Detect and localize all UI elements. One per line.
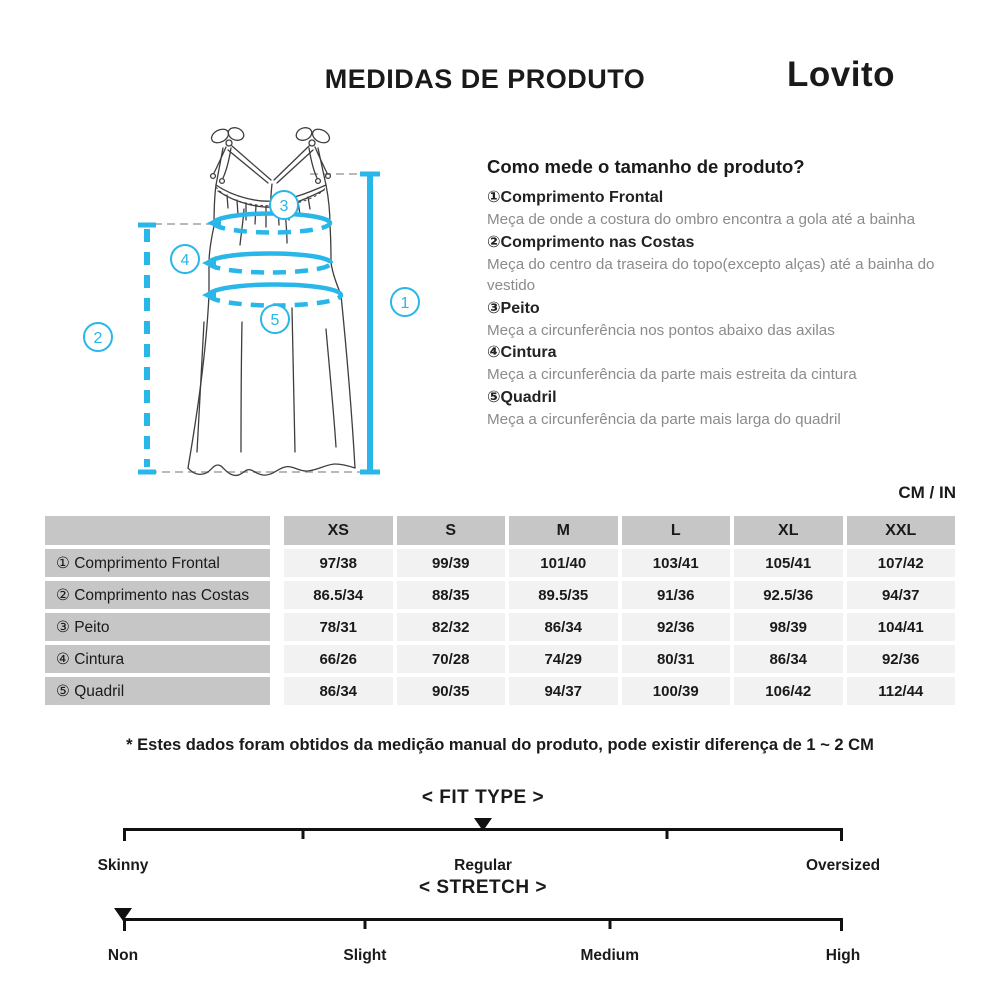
- size-value: 112/44: [847, 677, 956, 705]
- row-label: ⑤ Quadril: [45, 677, 270, 705]
- scale-track: [123, 828, 843, 844]
- svg-text:5: 5: [270, 312, 280, 329]
- size-value: 92.5/36: [734, 581, 843, 609]
- scale-tick: [608, 918, 611, 929]
- scale-tick: [363, 918, 366, 929]
- instruction-label: ①Comprimento Frontal: [487, 189, 664, 206]
- size-value: 104/41: [847, 613, 956, 641]
- size-value: 98/39: [734, 613, 843, 641]
- size-value: 97/38: [284, 549, 393, 577]
- size-value: 91/36: [622, 581, 731, 609]
- size-value: 94/37: [847, 581, 956, 609]
- instruction-list: [487, 187, 965, 430]
- table-row: [45, 581, 955, 609]
- scale-line: [123, 918, 843, 921]
- size-col-header: L: [622, 516, 731, 545]
- table-header-row: [45, 516, 955, 545]
- unit-label: CM / IN: [898, 483, 956, 502]
- size-value: 66/26: [284, 645, 393, 673]
- size-value: 94/37: [509, 677, 618, 705]
- size-value: 92/36: [622, 613, 731, 641]
- size-value: 106/42: [734, 677, 843, 705]
- measure-line-back: [138, 225, 156, 472]
- scale-marker-icon: [474, 818, 492, 831]
- girth-ellipses: [209, 214, 341, 306]
- scale-tick: [840, 918, 843, 931]
- scale-title: < STRETCH >: [419, 877, 547, 898]
- size-col-header: S: [397, 516, 506, 545]
- scale-label: Slight: [343, 947, 387, 964]
- size-value: 86/34: [509, 613, 618, 641]
- row-label: ④ Cintura: [45, 645, 270, 673]
- row-label: ① Comprimento Frontal: [45, 549, 270, 577]
- size-value: 70/28: [397, 645, 506, 673]
- instruction-label: ⑤Quadril: [487, 388, 557, 406]
- instruction-description: Meça de onde a costura do ombro encontra a gola até a bainha: [487, 211, 916, 228]
- size-table: [45, 516, 955, 709]
- scale-title: < FIT TYPE >: [421, 787, 545, 808]
- size-value: 78/31: [284, 613, 393, 641]
- svg-text:4: 4: [180, 252, 190, 269]
- scale-label: Oversized: [805, 857, 881, 874]
- instruction-item: [487, 298, 965, 342]
- size-value: 80/31: [622, 645, 731, 673]
- row-label: ② Comprimento nas Costas: [45, 581, 270, 609]
- instruction-description: Meça a circunferência da parte mais larga do quadril: [487, 410, 841, 428]
- callout-4: [171, 245, 199, 273]
- scale-label: Non: [107, 947, 139, 964]
- brand-logo: Lovito: [787, 55, 895, 94]
- size-value: 86/34: [734, 645, 843, 673]
- table-row: [45, 677, 955, 705]
- svg-text:3: 3: [279, 198, 289, 215]
- page-title: MEDIDAS DE PRODUTO: [324, 64, 646, 94]
- row-label: ③ Peito: [45, 613, 270, 641]
- size-value: 103/41: [622, 549, 731, 577]
- instruction-item: [487, 232, 965, 297]
- size-value: 74/29: [509, 645, 618, 673]
- size-col-header: M: [509, 516, 618, 545]
- size-value: 88/35: [397, 581, 506, 609]
- table-row: [45, 645, 955, 673]
- scale-label: Regular: [454, 857, 512, 874]
- instruction-item: [487, 387, 965, 431]
- scale-label: Medium: [580, 947, 639, 964]
- instruction-item: [487, 187, 965, 231]
- size-value: 100/39: [622, 677, 731, 705]
- scale-marker-icon: [114, 908, 132, 921]
- scale-label: Skinny: [97, 857, 149, 874]
- instruction-description: Meça do centro da traseira do topo(excepto alças) até a bainha do vestido: [487, 255, 935, 294]
- size-value: 99/39: [397, 549, 506, 577]
- scale-tick: [302, 828, 305, 839]
- fit-type-scale: [97, 787, 881, 877]
- scale-labels: [107, 947, 861, 967]
- instruction-item: [487, 342, 965, 386]
- instruction-description: Meça a circunferência da parte mais estreita da cintura: [487, 366, 857, 383]
- size-value: 107/42: [847, 549, 956, 577]
- scale-label: High: [825, 947, 861, 964]
- instructions-heading: Como mede o tamanho de produto?: [487, 156, 805, 177]
- dress-measurement-diagram: [45, 105, 485, 495]
- instruction-label: ③Peito: [487, 299, 540, 317]
- callout-3: [270, 191, 298, 219]
- size-value: 105/41: [734, 549, 843, 577]
- measure-instructions: [487, 156, 965, 430]
- scale-tick: [840, 828, 843, 841]
- instruction-label: ②Comprimento nas Costas: [487, 233, 695, 251]
- table-corner-cell: [45, 516, 270, 545]
- measurement-footnote: * Estes dados foram obtidos da medição manual do produto, pode existir diferença de 1 ~ 2 CM: [126, 736, 874, 754]
- size-value: 86/34: [284, 677, 393, 705]
- instruction-description: Meça a circunferência nos pontos abaixo das axilas: [487, 321, 835, 339]
- scale-track: [123, 918, 843, 934]
- scale-labels: [97, 857, 881, 877]
- size-value: 101/40: [509, 549, 618, 577]
- svg-text:2: 2: [93, 330, 103, 347]
- size-col-header: XL: [734, 516, 843, 545]
- size-value: 90/35: [397, 677, 506, 705]
- scale-tick: [123, 828, 126, 841]
- size-value: 86.5/34: [284, 581, 393, 609]
- table-row: [45, 549, 955, 577]
- instruction-label: ④Cintura: [487, 344, 557, 361]
- size-col-header: XXL: [847, 516, 956, 545]
- scale-tick: [665, 828, 668, 839]
- callout-5: [261, 305, 289, 333]
- size-col-header: XS: [284, 516, 393, 545]
- svg-text:1: 1: [400, 295, 410, 312]
- size-value: 92/36: [847, 645, 956, 673]
- size-value: 89.5/35: [509, 581, 618, 609]
- callout-2: [84, 323, 112, 351]
- table-row: [45, 613, 955, 641]
- measure-line-frontal: [360, 174, 380, 472]
- callout-1: [391, 288, 419, 316]
- stretch-scale: [107, 877, 861, 967]
- size-value: 82/32: [397, 613, 506, 641]
